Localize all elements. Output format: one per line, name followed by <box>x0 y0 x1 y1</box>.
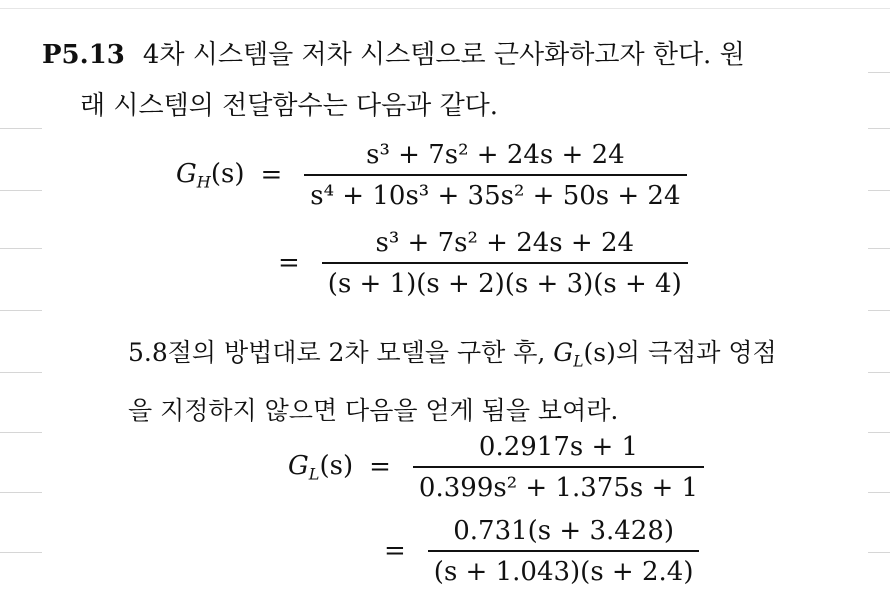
problem-number: P5.13 <box>42 40 125 70</box>
margin-rule <box>868 432 890 433</box>
equation-gl-lhs: $G_L(s)$ <box>288 450 354 484</box>
margin-rule <box>868 72 890 73</box>
margin-rule <box>868 128 890 129</box>
margin-rule <box>0 492 42 493</box>
margin-rule <box>0 432 42 433</box>
margin-rule <box>868 492 890 493</box>
problem-text-line-1: 4차 시스템을 저차 시스템으로 근사화하고자 한다. 원 <box>142 40 745 70</box>
problem-text-line-2: 래 시스템의 전달함수는 다음과 같다. <box>80 91 499 121</box>
fraction-numerator: 0.731(s + 3.428) <box>453 516 675 546</box>
fraction-gh-polynomial <box>304 140 686 211</box>
margin-rule <box>868 310 890 311</box>
margin-rule <box>868 190 890 191</box>
instruction-paragraph <box>128 328 777 436</box>
margin-rule <box>868 372 890 373</box>
problem-line-2 <box>42 81 862 132</box>
equation-gh-line-2 <box>278 228 688 299</box>
top-rule <box>0 8 890 9</box>
equals-sign: = <box>384 536 406 567</box>
equals-sign: = <box>260 160 283 191</box>
margin-rule <box>0 190 42 191</box>
equation-gh-lhs: $G_H(s)$ <box>176 158 245 192</box>
margin-rule <box>0 372 42 373</box>
problem-line-1 <box>42 30 862 81</box>
fraction-numerator: 0.2917s + 1 <box>478 432 639 462</box>
fraction-denominator: s⁴ + 10s³ + 35s² + 50s + 24 <box>310 180 681 211</box>
margin-rule <box>868 248 890 249</box>
fraction-denominator: 0.399s² + 1.375s + 1 <box>418 472 699 503</box>
equation-gl-line-1 <box>288 432 704 503</box>
margin-rule <box>0 128 42 129</box>
fraction-numerator: s³ + 7s² + 24s + 24 <box>375 228 635 258</box>
paragraph-line-1: 5.8절의 방법대로 2차 모델을 구한 후, $G_L(s)$의 극점과 영점 <box>128 338 777 371</box>
margin-rule <box>0 552 42 553</box>
equals-sign: = <box>369 452 391 483</box>
fraction-gl-factored <box>428 516 700 587</box>
equation-gl-line-2 <box>384 516 699 587</box>
fraction-gl-polynomial <box>413 432 704 503</box>
fraction-numerator: s³ + 7s² + 24s + 24 <box>366 140 625 170</box>
margin-rule <box>0 248 42 249</box>
fraction-gh-factored <box>322 228 688 299</box>
fraction-denominator: (s + 1)(s + 2)(s + 3)(s + 4) <box>327 268 682 299</box>
paragraph-line-2: 을 지정하지 않으면 다음을 얻게 됨을 보여라. <box>128 396 619 426</box>
margin-rule <box>0 310 42 311</box>
equals-sign: = <box>278 248 300 279</box>
problem-statement <box>42 30 862 132</box>
equation-gh-line-1 <box>176 140 687 211</box>
fraction-denominator: (s + 1.043)(s + 2.4) <box>433 556 694 587</box>
margin-rule <box>868 552 890 553</box>
